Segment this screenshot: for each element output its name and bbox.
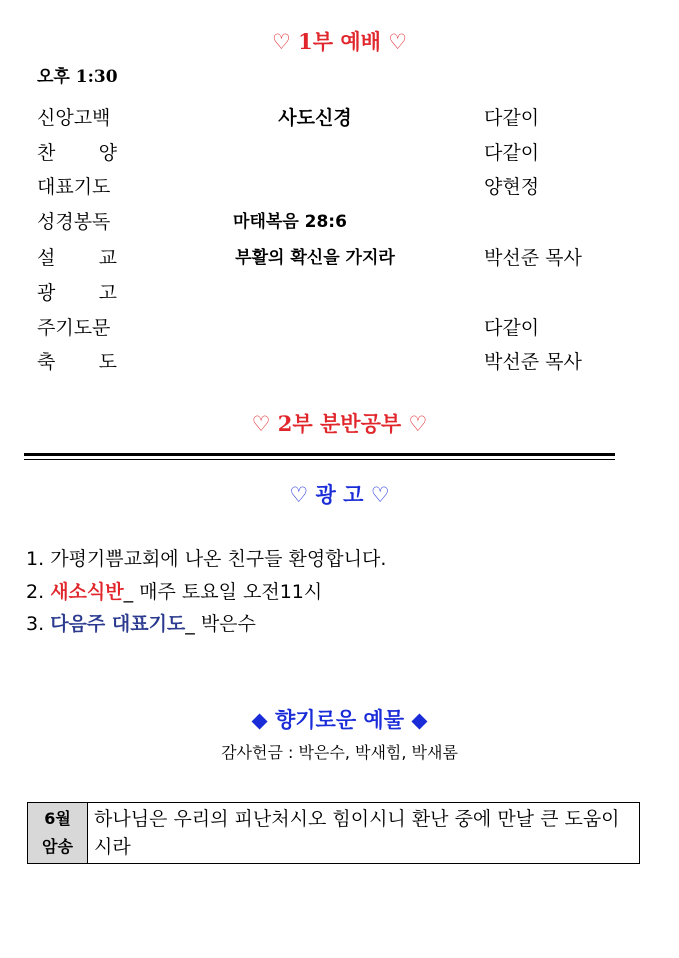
item-highlight: 다음주 대표기도 xyxy=(50,613,186,635)
verse-month: 6월 xyxy=(44,809,71,828)
row-label: 성경봉독 xyxy=(37,211,111,233)
memory-verse-table xyxy=(27,802,640,864)
offering-title: ◆ 향기로운 예물 ◆ xyxy=(251,708,428,732)
item-number: 1. xyxy=(26,548,45,570)
row-leader: 다같이 xyxy=(484,317,540,339)
announcement-item xyxy=(26,544,386,571)
item-text: 가평기쁨교회에 나온 친구들 환영합니다. xyxy=(50,548,387,570)
row-content: 마태복음 28:6 xyxy=(233,212,347,232)
row-label: 신앙고백 xyxy=(37,107,111,129)
item-highlight: 새소식반 xyxy=(50,581,124,603)
announcement-item xyxy=(26,577,322,604)
offering-thanks: 감사헌금 : 박은수, 박새힘, 박새롬 xyxy=(221,743,458,762)
row-label: 대표기도 xyxy=(37,176,111,198)
item-number: 3. xyxy=(26,613,45,635)
row-leader: 다같이 xyxy=(484,142,540,164)
verse-label: 암송 xyxy=(42,837,73,856)
divider-thick xyxy=(24,453,615,456)
row-content: 부활의 확신을 가지라 xyxy=(235,248,395,268)
verse-month-cell xyxy=(28,803,88,864)
row-label: 광 고 xyxy=(37,282,117,304)
row-leader: 다같이 xyxy=(484,107,540,129)
row-label: 찬 양 xyxy=(37,142,117,164)
service1-title: ♡ 1부 예배 ♡ xyxy=(271,29,408,54)
row-label: 축 도 xyxy=(37,351,117,373)
row-label: 주기도문 xyxy=(37,317,111,339)
announcements-title: ♡ 광 고 ♡ xyxy=(289,482,390,507)
row-leader: 양현정 xyxy=(484,176,540,198)
divider-thin xyxy=(24,459,615,460)
row-label: 설 교 xyxy=(37,247,117,269)
service2-title: ♡ 2부 분반공부 ♡ xyxy=(251,411,428,436)
row-leader: 박선준 목사 xyxy=(484,247,582,269)
row-leader: 박선준 목사 xyxy=(484,351,582,373)
verse-text: 하나님은 우리의 피난처시오 힘이시니 환난 중에 만날 큰 도움이시라 xyxy=(88,803,640,864)
announcement-item xyxy=(26,609,256,636)
item-text: _ 매주 토요일 오전11시 xyxy=(123,581,323,603)
item-text: _ 박은수 xyxy=(185,613,256,635)
service-time: 오후 1:30 xyxy=(37,67,118,87)
row-content: 사도신경 xyxy=(278,107,352,129)
item-number: 2. xyxy=(26,581,45,603)
